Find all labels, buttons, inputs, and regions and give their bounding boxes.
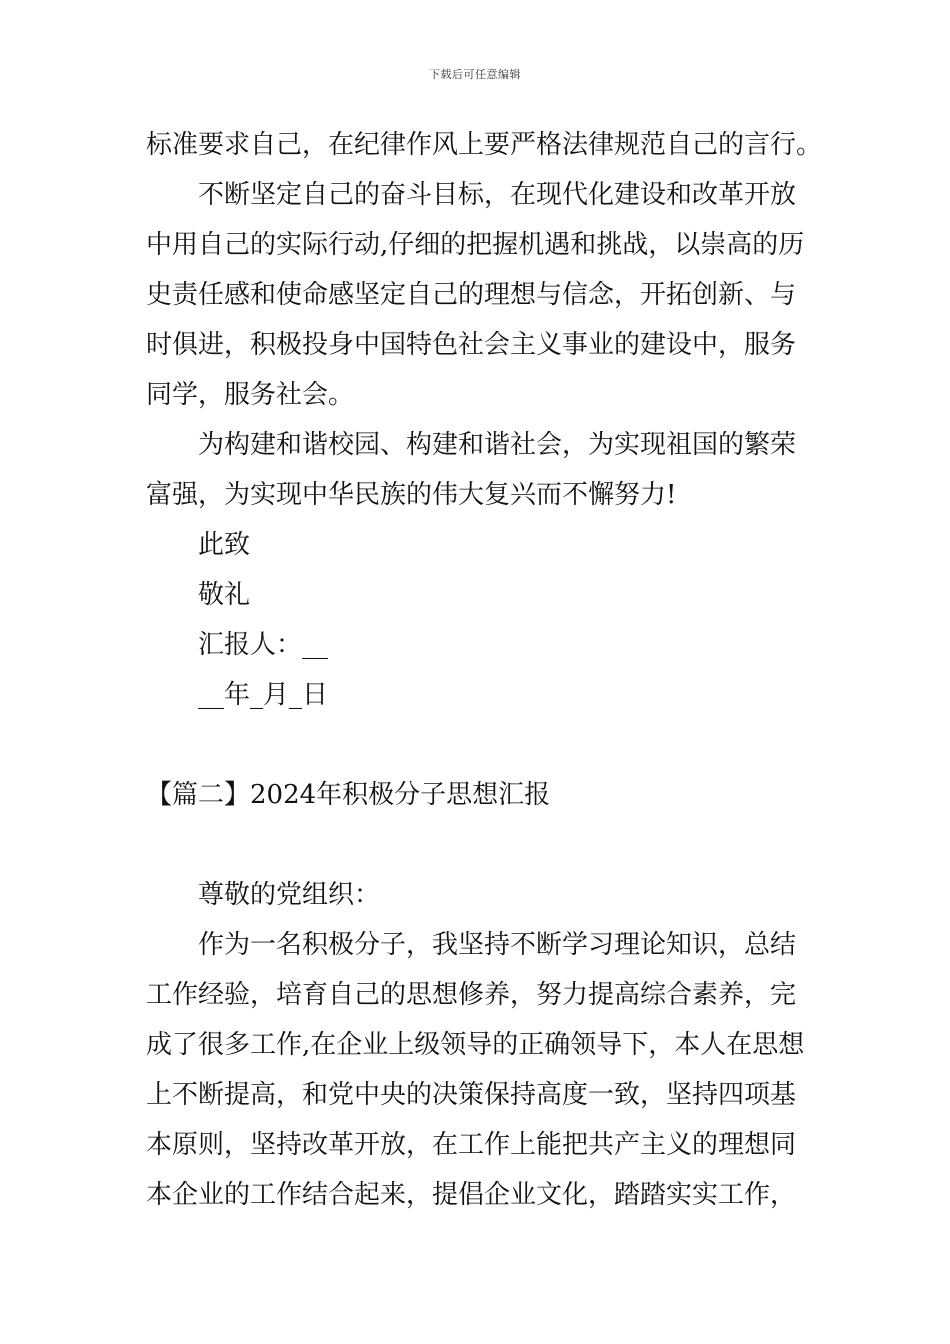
text-line: 本原则，坚持改革开放，在工作上能把共产主义的理想同 [146, 1130, 797, 1160]
section-1 [146, 120, 823, 720]
text-line: 标准要求自己，在纪律作风上要严格法律规范自己的言行。 [146, 130, 823, 160]
text-line: 工作经验，培育自己的思想修养，努力提高综合素养，完 [146, 980, 797, 1010]
text-line: 同学，服务社会。 [146, 380, 355, 410]
document-body [146, 120, 823, 1220]
text-line: 上不断提高，和党中央的决策保持高度一致，坚持四项基 [146, 1080, 797, 1110]
text-line: 不断坚定自己的奋斗目标，在现代化建设和改革开放 [198, 180, 797, 210]
date-line: __年_月_日 [198, 680, 329, 710]
text-line: 史责任感和使命感坚定自己的理想与信念，开拓创新、与 [146, 280, 797, 310]
text-line: 时俱进，积极投身中国特色社会主义事业的建设中，服务 [146, 330, 797, 360]
text-line: 本企业的工作结合起来，提倡企业文化，踏踏实实工作， [146, 1180, 797, 1210]
closing-salutation: 此致 [198, 530, 251, 560]
reporter-line: 汇报人：__ [198, 630, 329, 660]
text-line: 中用自己的实际行动,仔细的把握机遇和挑战，以崇高的历 [146, 230, 805, 260]
text-line: 作为一名积极分子，我坚持不断学习理论知识，总结 [198, 930, 797, 960]
text-line: 成了很多工作,在企业上级领导的正确领导下，本人在思想 [146, 1030, 805, 1060]
text-line: 富强，为实现中华民族的伟大复兴而不懈努力! [146, 480, 677, 510]
section-2 [146, 870, 806, 1220]
greeting-line: 尊敬的党组织： [198, 880, 381, 910]
page-header: 下载后可任意编辑 [429, 68, 521, 81]
closing-regards: 敬礼 [198, 580, 251, 610]
section-2-heading: 【篇二】2024年积极分子思想汇报 [146, 780, 551, 810]
text-line: 为构建和谐校园、构建和谐社会，为实现祖国的繁荣 [198, 430, 797, 460]
